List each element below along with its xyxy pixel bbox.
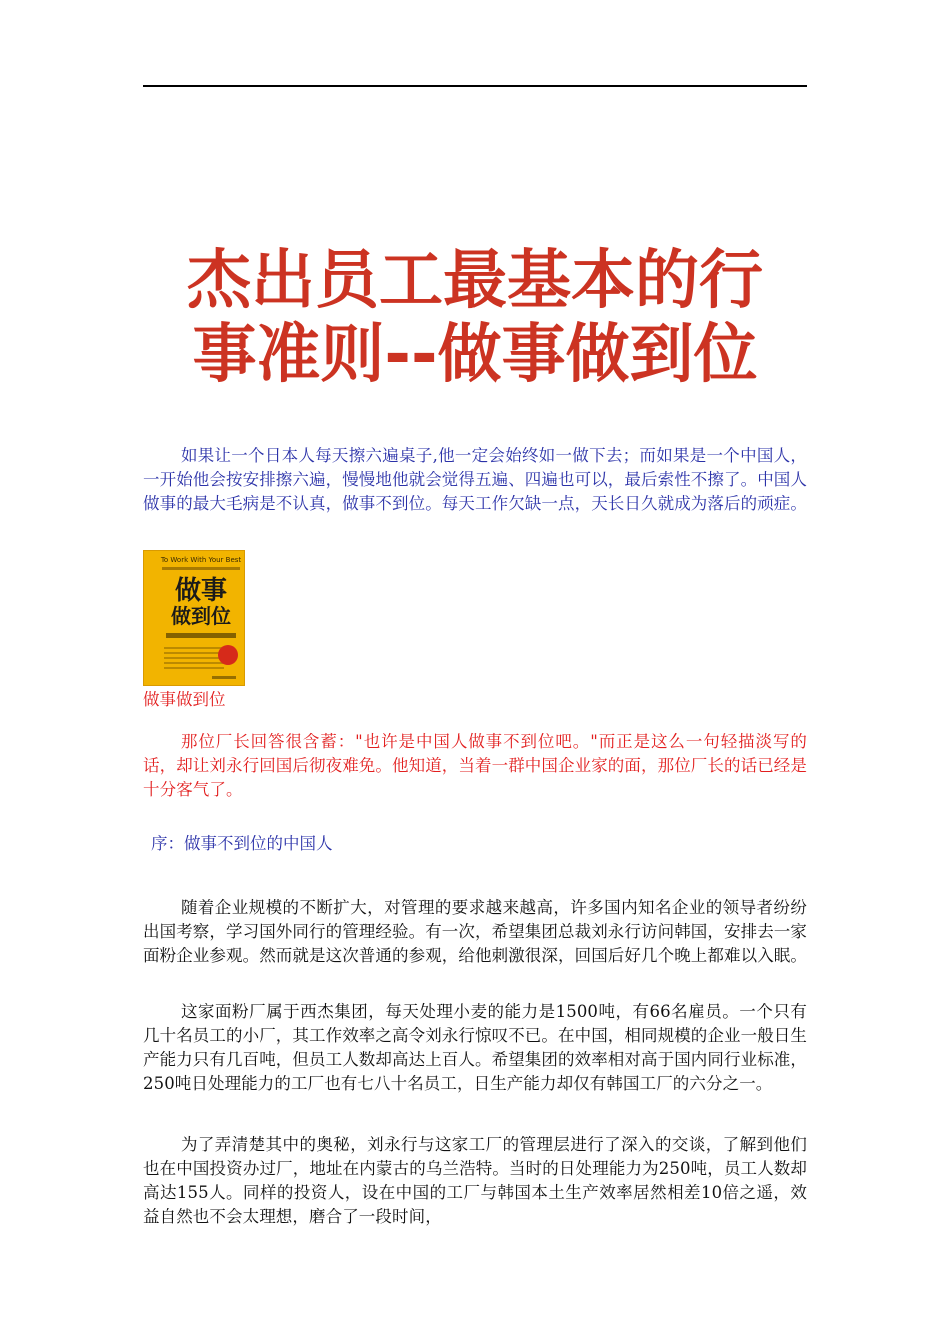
- cover-publisher-bar: [212, 676, 236, 679]
- factory-reply-paragraph: 那位厂长回答很含蓄："也许是中国人做事不到位吧。"而正是这么一句轻描淡写的话，却让刘永行回国后彻夜难免。他知道，当着一群中国企业家的面，那位厂长的话已经是十分客气了。: [143, 732, 807, 799]
- cover-main-title: [158, 577, 244, 627]
- cover-subtitle-bar: [162, 567, 240, 570]
- image-caption: 做事做到位: [143, 690, 226, 709]
- cover-english-title: To Work With Your Best: [160, 556, 242, 564]
- title-line-2: 事准则--做事做到位: [192, 318, 758, 392]
- title-line-1: 杰出员工最基本的行: [187, 244, 763, 318]
- cover-tagline-bar: [166, 633, 236, 638]
- intro-paragraph: 如果让一个日本人每天擦六遍桌子,他一定会始终如一做下去；而如果是一个中国人，一开始他会按安排擦六遍，慢慢地他就会觉得五遍、四遍也可以，最后索性不擦了。中国人做事的最大毛病是不认真，做事不到位。每天工作欠缺一点，天长日久就成为落后的顽症。: [143, 446, 807, 513]
- cover-title-line-1: 做事: [174, 576, 227, 606]
- body-paragraph: 随着企业规模的不断扩大，对管理的要求越来越高，许多国内知名企业的领导者纷纷出国考察，学习国外同行的管理经验。有一次，希望集团总裁刘永行访问韩国，安排去一家面粉企业参观。然而就是这次普通的参观，给他刺激很深，回国后好几个晚上都难以入眠。: [143, 898, 807, 965]
- cover-seal-icon: [218, 645, 238, 665]
- cover-text-lines: [164, 647, 224, 672]
- body-paragraph: 这家面粉厂属于西杰集团，每天处理小麦的能力是1500吨，有66名雇员。一个只有几十名员工的小厂，其工作效率之高令刘永行惊叹不已。在中国，相同规模的企业一般日生产能力只有几百吨，但员工人数却高达上百人。希望集团的效率相对高于国内同行业标准，250吨日处理能力的工厂也有七八十名员工，日生产能力却仅有韩国工厂的六分之一。: [143, 1002, 807, 1093]
- header-rule: [143, 85, 807, 87]
- cover-title-line-2: 做到位: [171, 604, 231, 628]
- body-paragraph: 为了弄清楚其中的奥秘，刘永行与这家工厂的管理层进行了深入的交谈，了解到他们也在中国投资办过厂，地址在内蒙古的乌兰浩特。当时的日处理能力为250吨，员工人数却高达155人。同样的投资人，设在中国的工厂与韩国本土生产效率居然相差10倍之遥，效益自然也不会太理想，磨合了一段时间，: [143, 1135, 807, 1226]
- document-title: [143, 244, 807, 392]
- book-cover-image: [143, 550, 245, 686]
- section-heading: 序：做事不到位的中国人: [151, 834, 333, 853]
- cover-spine: [146, 555, 156, 675]
